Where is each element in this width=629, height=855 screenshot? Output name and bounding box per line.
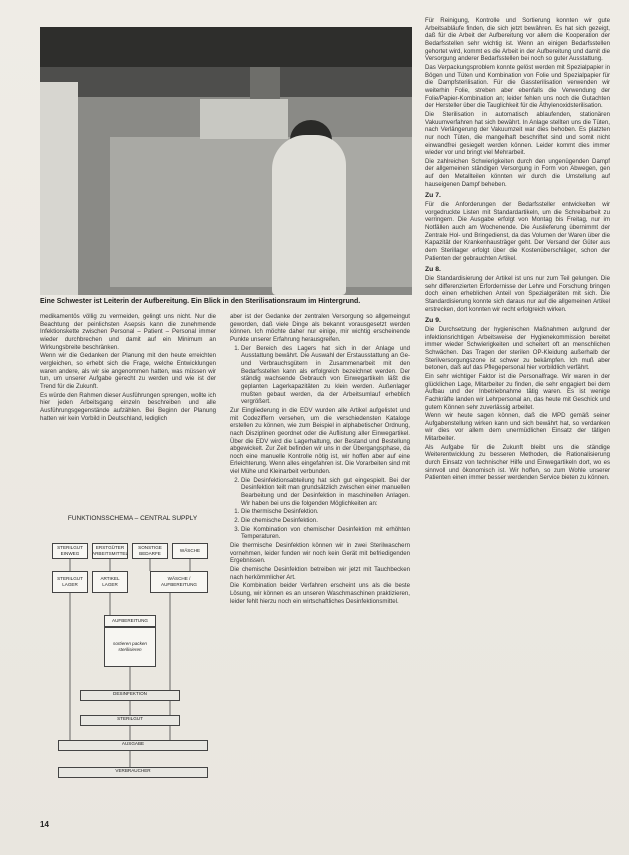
box-artikel-lager: ARTIKEL LAGER (92, 571, 128, 593)
box-erstgueter: ERSTGÜTER ARBEITSMITTEL (92, 543, 128, 559)
diagram-title: FUNKTIONSSCHEMA – CENTRAL SUPPLY (67, 515, 198, 522)
paragraph: Ein sehr wichtiger Faktor ist die Personalfrage. Wir waren in der glücklichen Lage, Mitarbeiter zu finden, die sehr engagiert bei dem Aufbau und der Inbetriebnahme tätig waren. Es ist wenige Fachkräfte landen wir Lehrpersonal an, das heute mit Geschick und gutem Können sehr zuverlässig arbeitet. (425, 372, 610, 411)
bar-desinfektion: DESINFEKTION (80, 690, 180, 701)
paragraph: Das Verpackungsproblem konnte gelöst werden mit Spezialpapier in Bögen und Tüten und Kombination von Folie und Spezialpapier für die Dampfsterilisation. Für die Gassterilisation verwenden wir weiterhin Folie, streben aber ebenfalls die Verwendung der Folie/Papier-Kombination an; leider fehlen uns noch die Gutachten der Hersteller über die Tauglichkeit für die Äthylenoxidsterilisation. (425, 63, 610, 110)
photo-caption: Eine Schwester ist Leiterin der Aufbereitung. Ein Blick in den Sterilisationsraum im Hintergrund. (40, 298, 361, 305)
paragraph: medikamentös völlig zu vermeiden, gelingt uns nicht. Nur die Beachtung der peinlichsten Asepsis kann die zunehmende Infektionskette zwischen Personal – Patient – Personal immer wieder durchbrechen und damit auf ein Minimum an Wirkungsbreite beschränken. (40, 313, 216, 351)
paragraph: Es würde den Rahmen dieser Ausführungen sprengen, wollte ich hier jeden Arbeitsgang einzeln beschreiben und alle Ausführungsgegenstände aufzählen. Bei Beginn der Planung hatten wir kein Vorbild in Deutschland, lediglich (40, 391, 216, 422)
box-aufbereitung: AUFBEREITUNG (104, 615, 156, 627)
box-sterilgut-einweg: STERILGUT EINWEG (52, 543, 88, 559)
sterilization-room-photo (40, 27, 412, 295)
list-item: 1. Der Bereich des Lagers hat sich in der Anlage und Ausstattung bewährt. Die Auswahl der Erstausstattung an Ge- und Verbrauchsgütern in Zusammenarbeit mit den Bedarfsstellen kann als erfolgreich bezeichnet werden. Der ständig wachsende Gebrauch von Einwegartikeln läßt die geplanten Lagerkapazitäten zu klein werden. Außenlager mußten gebaut werden, da der Arbeitsumlauf erheblich vergrößert. (241, 345, 410, 406)
bar-verbraucher: VERBRAUCHER (58, 767, 208, 778)
section-heading: Zu 9. (425, 317, 441, 325)
paragraph: Die thermische Desinfektion können wir in zwei Sterilwaschern vornehmen, leider funden wir noch kein Gerät mit befriedigenden Ergebnissen. (230, 542, 410, 565)
list-item: 2. Die Desinfektionsabteilung hat sich gut eingespielt. Bei der Desinfektion teilt man grundsätzlich zwischen einer manuellen Bearbeitung und der Desinfektion in maschinellen Anlagen. Wir haben bei uns die folgenden Möglichkeiten an: (241, 477, 410, 508)
paragraph: Die chemische Desinfektion betreiben wir jetzt mit Tauchbecken nach herkömmlicher Art. (230, 566, 410, 581)
box-sortieren: sortieren packen sterilisieren (104, 627, 156, 667)
bar-ausgabe: AUSGABE (58, 740, 208, 751)
list-item: 1. Die thermische Desinfektion. (241, 508, 410, 516)
text-column-left (40, 313, 216, 493)
list-item: 3. Die Kombination von chemischer Desinfektion mit erhöhten Temperaturen. (241, 526, 410, 541)
paragraph: Für Reinigung, Kontrolle und Sortierung konnten wir gute Arbeitsabläufe finden, die sich jetzt bewähren. Es hat sich gezeigt, daß für die Arbeit der Aufbereitung vor allem die Kooperation der Bedarfsstellen sehr wichtig ist. Wenn an einigen Bedarfsstellen gehortet wird, kommt es die Arbeit in der Aufbereitung und damit die Versorgung anderer Bedarfsstellen bei noch so guter Ausstattung. (425, 17, 610, 63)
paragraph: Die zahlreichen Schwierigkeiten durch den ungenügenden Dampf der allgemeinen ständigen Versorgung in Form von Abwegen, gen auf den Metallteilen könnten wir durch die Umstellung auf hauseigenen Dampf beheben. (425, 157, 610, 188)
box-waesche-aufbereitung: WÄSCHE / AUFBEREITUNG (150, 571, 208, 593)
text-column-middle (230, 313, 410, 819)
text-column-right (425, 17, 610, 839)
paragraph: Die Sterilisation in automatisch ablaufenden, stationären Vakuumverfahren hat sich bewährt. In Anlage stellten uns die Tüten, nach Verlängerung der Vakuumzeit war dies behoben. Es platzten nur noch Tüten, die mangelhaft beschriftet sind und somit nicht einwandfrei gesiegelt werden können. Leider kommt dies immer wieder vor und bringt viel Mehrarbeit. (425, 110, 610, 157)
list-item: 2. Die chemische Desinfektion. (241, 517, 410, 525)
paragraph: Wenn wir die Gedanken der Planung mit den heute erreichten vergleichen, so erhebt sich die Frage, welche Entwicklungen waren andere, als wir sie angenommen hatten, was müssen wir tun, um unserer Aufgabe gerecht zu werden und wie ist der Trend für die Zukunft. (40, 352, 216, 390)
box-waesche: WÄSCHE (172, 543, 208, 559)
paragraph: Die Standardisierung der Artikel ist uns nur zum Teil gelungen. Die sehr differenzierten Erfordernisse der Lehre und Forschung bringen doch einen erheblichen Anteil von Spezialgeräten mit sich. Die Standardisierung konnte sich daraus nur auf die allgemeinen Artikel erstrecken, dort konnten wir recht erfolgreich wirken. (425, 275, 610, 313)
paragraph: Die Durchsetzung der hygienischen Maßnahmen aufgrund der infektionsrichtigen Arbeitsweise der Hygienekommission bereitet immer wieder Schwierigkeiten und scheitert oft an menschlichen Schwächen. Das Tragen der sterilen OP-Kleidung außerhalb der Sterilversorgungszone ist schwer zu bekämpfen. Ich muß aber betonen, daß auf das Pflegepersonal hier vorbildlich verfährt. (425, 325, 610, 372)
bar-sterilgut: STERILGUT (80, 715, 180, 726)
paragraph: aber ist der Gedanke der zentralen Versorgung so allgemeingut geworden, daß viele Dinge als bekannt vorausgesetzt werden können. Ich möchte daher nur einige, mir wichtig erscheinende Punkte unserer Erfahrung herausgreifen. (230, 313, 410, 343)
paragraph: Zur Eingliederung in die EDV wurden alle Artikel aufgelistet und mit Codeziffern versehen, um die verschiedensten Kataloge erstellen zu können, wie zum Beispiel in alphabetischer Ordnung, nach Disziplinen geordnet oder die Auflistung aller Einwegartikel. Über die EDV wird die Lagerhaltung, der Bestand und Bestellung abgewickelt. Zur Zeit befinden wir uns in der Übergangsphase, da noch eine manuelle Kontrolle nötig ist, wir hoffen aber auf eine Erleichterung. Wenn alles eingefahren ist. Die Vorarbeiten sind mit viel Mühe und Kleinarbeit verbunden. (230, 406, 410, 476)
paragraph: Die Kombination beider Verfahren erscheint uns als die beste Lösung, wir können es an unseren Waschmaschinen praktizieren, leider fehlt hierzu noch ein wirtschaftliches Desinfektionsmittel. (230, 582, 410, 605)
page-number: 14 (40, 820, 49, 829)
section-heading: Zu 7. (425, 192, 441, 200)
section-heading: Zu 8. (425, 266, 441, 274)
paragraph: Für die Anforderungen der Bedarfssteller entwickelten wir vorgedruckte Listen mit Standardartikeln, um die Schreibarbeit zu verringern. Die Ausgabe erfolgt von Montag bis Freitag, nur im Notfällen auch am Wochenende. Die Auslieferung übernimmt der Zentrale Hol- und Bringedienst, da das Volumen der Waren über die Kapazität der Krankenhausträger geht. Der Versand der Güter aus dem Sterillager erfolgt über die Kostenüberschläger, schon der Patienten der gebrauchten Artikel. (425, 201, 610, 262)
paragraph: Wenn wir heute sagen können, daß die MPD gemäß seiner Aufgabenstellung wirken kann und sich bewährt hat, so verdanken wir dies vor allem dem unermüdlichen Einsatz der tätigen Mitarbeiter. (425, 412, 610, 443)
box-sterilgut-lager: STERILGUT LAGER (52, 571, 88, 593)
box-sonstige-bedarfe: SONSTIGE BEDARFE (132, 543, 168, 559)
function-scheme-diagram (50, 515, 215, 800)
paragraph: Als Aufgabe für die Zukunft bleibt uns die ständige Weiterentwicklung zu besseren Methoden, die Rationalisierung durch Einsatz von technischer Hilfe und Einwegartikeln dort, wo es sinnvoll und ökonomisch ist. Wir hoffen, so zum Wohle unserer Patienten einen immer besser werdenden Service bieten zu können. (425, 443, 610, 482)
